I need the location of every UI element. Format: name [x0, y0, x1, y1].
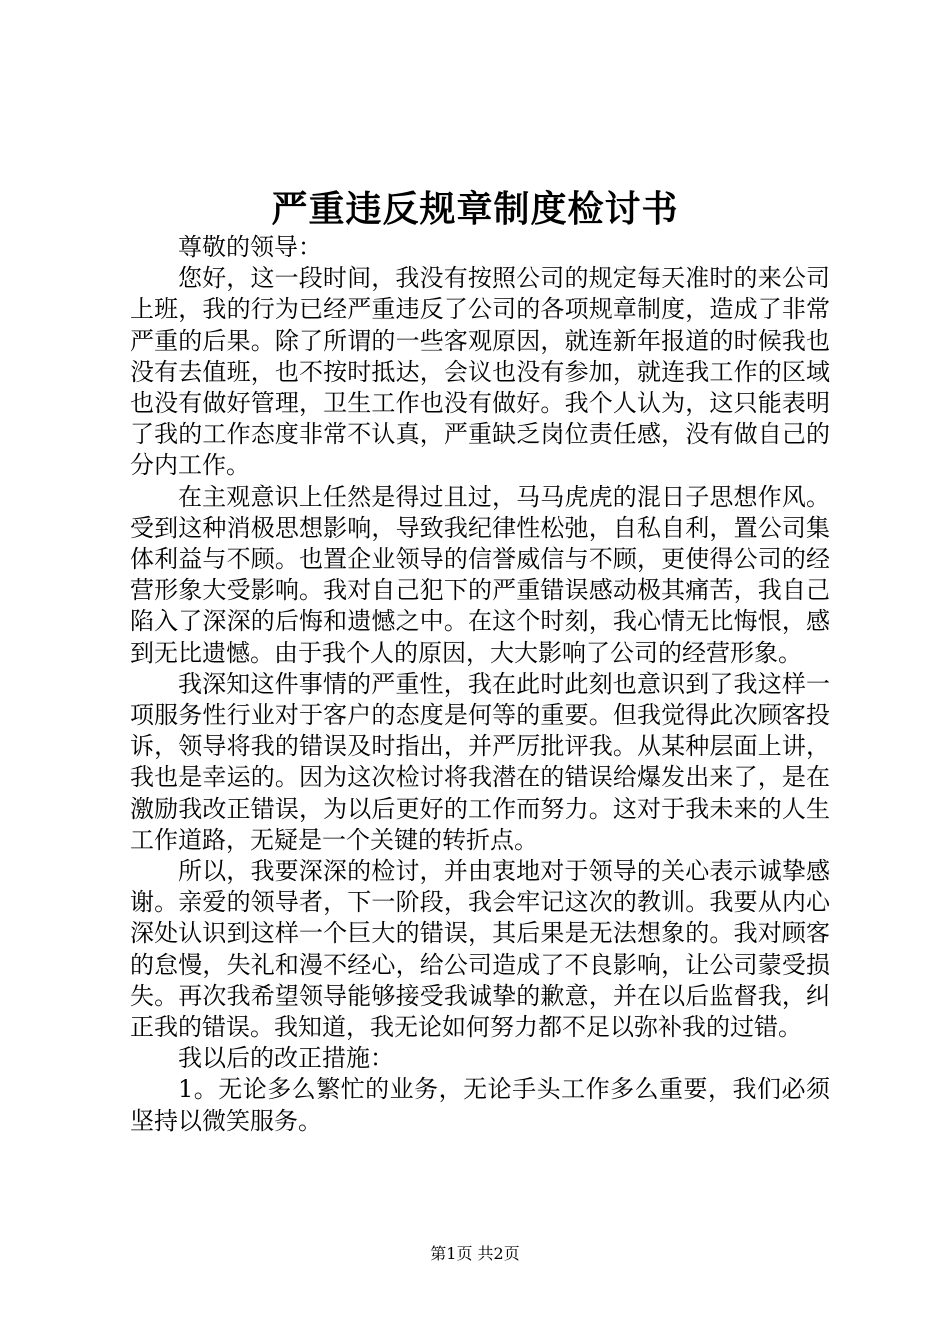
- paragraph: 我深知这件事情的严重性，我在此时此刻也意识到了我这样一项服务性行业对于客户的态度是何等的重要。但我觉得此次顾客投诉，领导将我的错误及时指出，并严厉批评我。从某种层面上讲，我也是幸运的。因为这次检讨将我潜在的错误给爆发出来了，是在激励我改正错误，为以后更好的工作而努力。这对于我未来的人生工作道路，无疑是一个关键的转折点。: [130, 669, 830, 854]
- paragraph: 您好，这一段时间，我没有按照公司的规定每天准时的来公司上班，我的行为已经严重违反了公司的各项规章制度，造成了非常严重的后果。除了所谓的一些客观原因，就连新年报道的时候我也没有去值班，也不按时抵达，会议也没有参加，就连我工作的区域也没有做好管理，卫生工作也没有做好。我个人认为，这只能表明了我的工作态度非常不认真，严重缺乏岗位责任感，没有做自己的分内工作。: [130, 264, 830, 480]
- page-number: 第1页 共2页: [430, 1244, 520, 1263]
- paragraph: 我以后的改正措施：: [178, 1044, 394, 1073]
- document-body: [130, 232, 830, 1137]
- salutation: 尊敬的领导：: [178, 233, 322, 261]
- paragraph: 所以，我要深深的检讨，并由衷地对于领导的关心表示诚挚感谢。亲爱的领导者，下一阶段，我会牢记这次的教训。我要从内心深处认识到这样一个巨大的错误，其后果是无法想象的。我对顾客的怠慢，失礼和漫不经心，给公司造成了不良影响，让公司蒙受损失。再次我希望领导能够接受我诚挚的歉意，并在以后监督我，纠正我的错误。我知道，我无论如何努力都不足以弥补我的过错。: [130, 857, 830, 1042]
- paragraph: 在主观意识上任然是得过且过，马马虎虎的混日子思想作风。受到这种消极思想影响，导致我纪律性松弛，自私自利，置公司集体利益与不顾。也置企业领导的信誉威信与不顾，更使得公司的经营形象大受影响。我对自己犯下的严重错误感动极其痛苦，我自己陷入了深深的后悔和遗憾之中。在这个时刻，我心情无比悔恨，感到无比遗憾。由于我个人的原因，大大影响了公司的经营形象。: [130, 482, 830, 667]
- document-title: 严重违反规章制度检讨书: [271, 188, 679, 230]
- paragraph: 1。无论多么繁忙的业务，无论手头工作多么重要，我们必须坚持以微笑服务。: [130, 1075, 830, 1135]
